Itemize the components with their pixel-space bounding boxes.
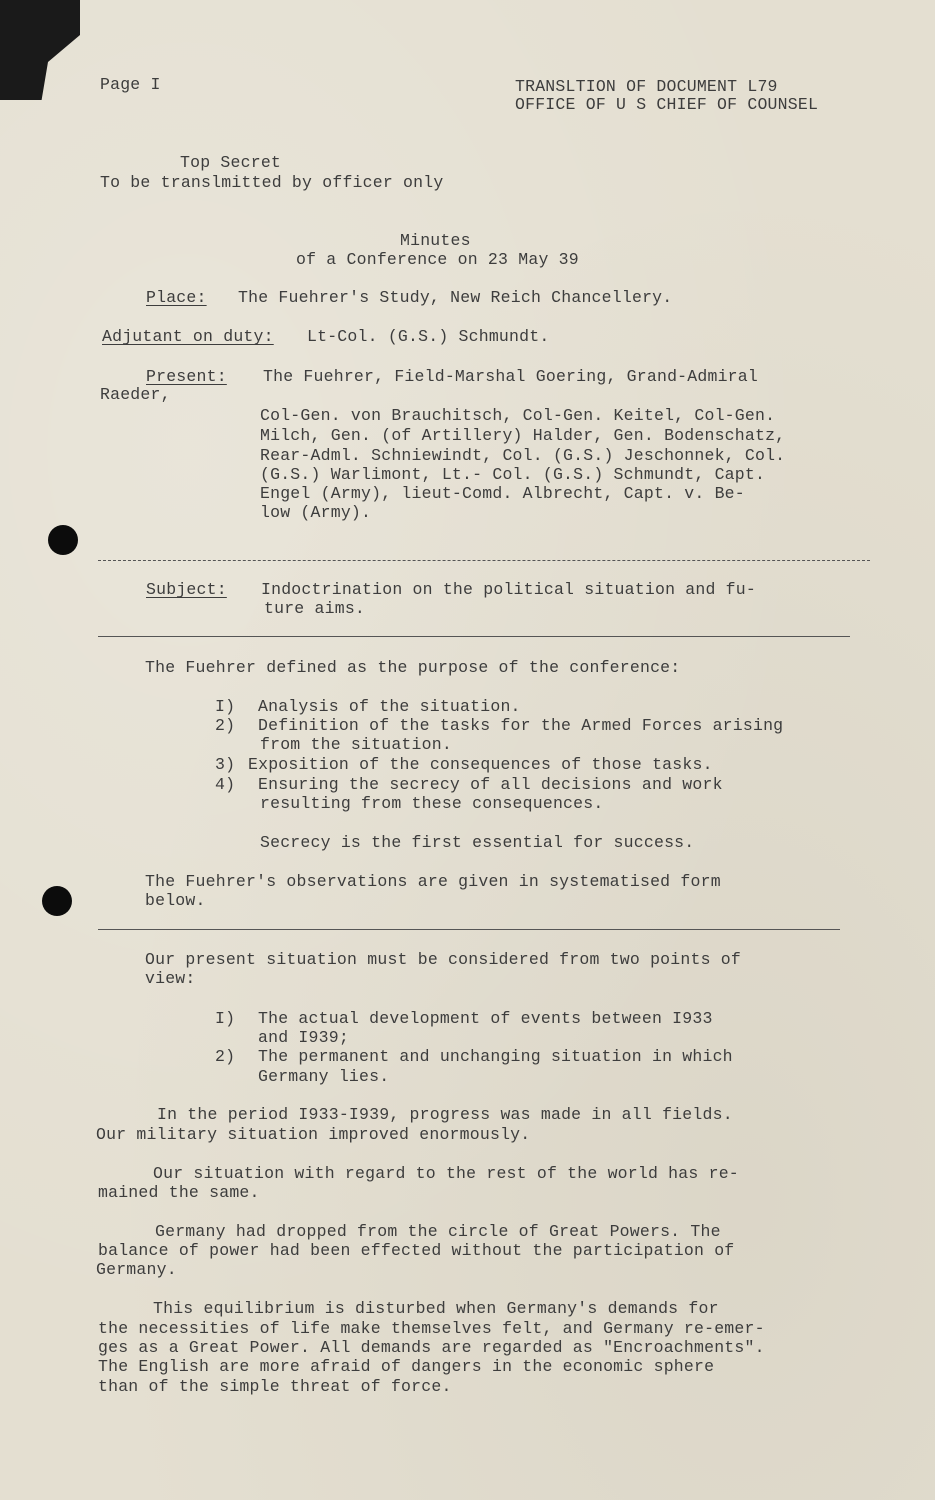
list-item-text: Exposition of the consequences of those tasks. (248, 755, 713, 774)
secrecy-statement: Secrecy is the first essential for success. (260, 833, 695, 852)
paragraph-line: Germany had dropped from the circle of Great Powers. The (155, 1222, 721, 1241)
observations-line: below. (145, 891, 206, 910)
paragraph-line: ges as a Great Power. All demands are regarded as "Encroachments". (98, 1338, 765, 1357)
situation-intro: view: (145, 969, 196, 988)
list-item-text: Definition of the tasks for the Armed Forces arising (258, 716, 784, 735)
paragraph-line: Our situation with regard to the rest of the world has re- (153, 1164, 739, 1183)
office-name: OFFICE OF U S CHIEF OF COUNSEL (515, 95, 819, 114)
list-number: 3) (215, 755, 236, 774)
adjutant-value: Lt-Col. (G.S.) Schmundt. (307, 327, 550, 346)
situation-intro: Our present situation must be considered from two points of (145, 950, 741, 969)
list-item-text: The actual development of events between I933 (258, 1009, 713, 1028)
present-label: Present: (146, 367, 227, 386)
list-number: 2) (215, 716, 236, 735)
observations-line: The Fuehrer's observations are given in systematised form (145, 872, 721, 891)
paragraph-line: In the period I933-I939, progress was made in all fields. (157, 1105, 733, 1124)
list-number: 4) (215, 775, 236, 794)
list-item-text: and I939; (258, 1028, 349, 1047)
present-line: (G.S.) Warlimont, Lt.- Col. (G.S.) Schmundt, Capt. (260, 465, 766, 484)
list-number: I) (215, 697, 236, 716)
present-line: The Fuehrer, Field-Marshal Goering, Grand-Admiral (263, 367, 758, 386)
title-line-2: of a Conference on 23 May 39 (296, 250, 579, 269)
title-line-1: Minutes (400, 231, 471, 250)
section-divider (98, 929, 840, 930)
document-title: TRANSLTION OF DOCUMENT L79 (515, 77, 778, 96)
paragraph-line: than of the simple threat of force. (98, 1377, 452, 1396)
list-number: I) (215, 1009, 236, 1028)
present-line: Engel (Army), lieut-Comd. Albrecht, Capt. v. Be- (260, 484, 745, 503)
punch-hole-upper (48, 525, 78, 555)
list-item-text: Germany lies. (258, 1067, 390, 1086)
place-value: The Fuehrer's Study, New Reich Chancellery. (238, 288, 673, 307)
present-line: Raeder, (100, 385, 171, 404)
present-line: Milch, Gen. (of Artillery) Halder, Gen. Bodenschatz, (260, 426, 786, 445)
subject-line: ture aims. (264, 599, 366, 618)
adjutant-label: Adjutant on duty: (102, 327, 274, 346)
classification-line-1: Top Secret (180, 153, 282, 172)
list-item-text: Ensuring the secrecy of all decisions and work (258, 775, 723, 794)
punch-hole-lower (42, 886, 72, 916)
list-item-text: resulting from these consequences. (260, 794, 604, 813)
paragraph-line: The English are more afraid of dangers in the economic sphere (98, 1357, 715, 1376)
list-item-text: from the situation. (260, 735, 452, 754)
list-item-text: The permanent and unchanging situation in which (258, 1047, 733, 1066)
paragraph-line: This equilibrium is disturbed when Germany's demands for (153, 1299, 719, 1318)
paragraph-line: balance of power had been effected without the participation of (98, 1241, 735, 1260)
classification-line-2: To be translmitted by officer only (100, 173, 444, 192)
paragraph-line: the necessities of life make themselves felt, and Germany re-emer- (98, 1319, 765, 1338)
section-divider (98, 560, 870, 561)
present-line: low (Army). (260, 503, 372, 522)
binder-clip-shadow (0, 0, 80, 100)
place-label: Place: (146, 288, 207, 307)
purpose-intro: The Fuehrer defined as the purpose of the conference: (145, 658, 681, 677)
paragraph-line: Germany. (96, 1260, 177, 1279)
subject-label: Subject: (146, 580, 227, 599)
list-number: 2) (215, 1047, 236, 1066)
paragraph-line: mained the same. (98, 1183, 260, 1202)
paragraph-line: Our military situation improved enormously. (96, 1125, 531, 1144)
present-line: Rear-Adml. Schniewindt, Col. (G.S.) Jeschonnek, Col. (260, 446, 786, 465)
list-item-text: Analysis of the situation. (258, 697, 521, 716)
subject-line: Indoctrination on the political situation and fu- (261, 580, 756, 599)
present-line: Col-Gen. von Brauchitsch, Col-Gen. Keitel, Col-Gen. (260, 406, 776, 425)
section-divider (98, 636, 850, 637)
page-label: Page I (100, 75, 161, 94)
